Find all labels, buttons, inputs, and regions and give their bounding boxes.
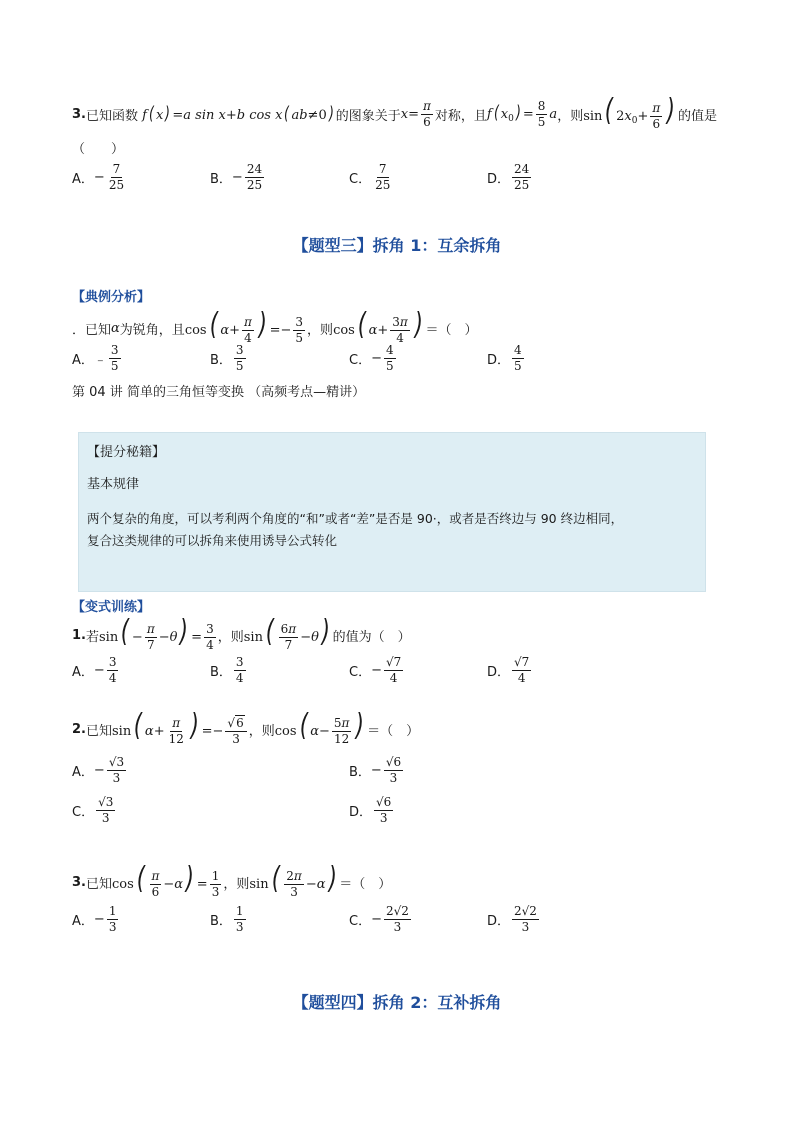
option-numerator: 3	[110, 343, 119, 357]
option-label: C．	[349, 914, 372, 929]
option-label: C．	[349, 172, 372, 187]
option-denominator: 4	[389, 671, 398, 685]
question-number: 2.	[72, 721, 86, 737]
option-numerator: 3	[108, 655, 117, 669]
option-denominator: 25	[514, 178, 530, 192]
given-expression: cos( $\frac{\pi}{6}$ −α) = $\frac{1}{3}$	[112, 861, 220, 899]
q3-top-stem	[72, 93, 718, 132]
option-denominator: 5	[385, 359, 394, 373]
option-sign: ﹣	[93, 353, 107, 368]
option-sign: −	[93, 763, 105, 778]
option-numerator: 24	[246, 162, 263, 176]
question-number: 3.	[72, 106, 86, 122]
option-numerator: 24	[514, 162, 530, 176]
option-numerator: 1	[108, 904, 117, 918]
section-title: 【题型四】拆角 2：互补拆角	[292, 993, 502, 1012]
option-numerator: √3	[98, 795, 114, 809]
option-denominator: 3	[235, 920, 244, 934]
option-denominator: 4	[235, 671, 244, 685]
option-c[interactable]	[349, 655, 405, 686]
option-label: B．	[210, 172, 232, 187]
option-d[interactable]	[487, 655, 533, 686]
option-numerator: √6	[385, 755, 402, 769]
option-sign: −	[371, 912, 382, 927]
option-label: B．	[349, 765, 371, 780]
stem-text: 若	[85, 629, 99, 645]
option-a[interactable]	[72, 904, 120, 935]
option-label: B．	[210, 914, 232, 929]
option-label: D．	[349, 805, 373, 820]
stem-text: ，则	[248, 723, 275, 739]
example-tag: 【典例分析】	[72, 290, 151, 305]
option-numerator: 2√2	[385, 904, 409, 918]
option-d[interactable]	[487, 343, 526, 374]
option-sign: −	[93, 912, 105, 927]
option-denominator: 25	[375, 178, 391, 192]
target-expression: sin( $\frac{6\pi}{7}$ −θ)	[243, 614, 330, 652]
option-a[interactable]	[72, 755, 128, 786]
option-a[interactable]	[72, 655, 120, 686]
option-sign: −	[371, 351, 382, 366]
option-label: D．	[487, 665, 511, 680]
option-c[interactable]	[72, 795, 117, 826]
option-denominator: 5	[514, 359, 522, 373]
option-b[interactable]	[349, 755, 405, 786]
option-numerator: 3	[235, 655, 244, 669]
option-d[interactable]	[487, 162, 533, 193]
option-label: D．	[487, 353, 511, 368]
function-expression: f ( x ) =a sin x+b cos x ( ab≠0 )	[138, 103, 334, 124]
value-expression: f ( $x_0$ ) = $\frac{8}{5}$ a	[486, 99, 558, 129]
option-denominator: 3	[108, 920, 117, 934]
option-denominator: 5	[235, 359, 244, 373]
option-numerator: 4	[514, 343, 522, 357]
tip-line-1: 两个复杂的角度，可以考利两个角度的“和”或者“差”是否是 90·，或者是否终边与 90 终边相同，	[87, 511, 624, 526]
answer-blank: （ ）	[72, 142, 125, 157]
option-b[interactable]	[210, 655, 248, 686]
option-label: C．	[349, 353, 372, 368]
option-label: C．	[349, 665, 372, 680]
practice-q1-stem	[72, 614, 411, 653]
stem-text: 的图象关于	[335, 108, 401, 124]
option-sign: −	[370, 763, 382, 778]
stem-text: 为锐角，且	[119, 322, 185, 338]
option-denominator: 3	[521, 920, 530, 934]
stem-text: ＝（ ）	[339, 876, 392, 892]
option-label: A．	[72, 665, 94, 680]
lecture-heading: 第 04 讲 简单的三角恒等变换 （高频考点—精讲）	[72, 385, 366, 400]
option-numerator: 1	[235, 904, 244, 918]
option-d[interactable]	[349, 795, 395, 826]
option-label: B．	[210, 353, 232, 368]
option-b[interactable]	[210, 162, 266, 193]
option-denominator: 3	[101, 811, 110, 825]
stem-text: 已知	[85, 723, 112, 739]
tip-box	[78, 432, 706, 592]
option-denominator: 4	[517, 671, 526, 685]
target-expression: sin( $\frac{2\pi}{3}$ −α)	[249, 861, 337, 899]
example-stem	[72, 307, 478, 346]
option-a[interactable]	[72, 162, 128, 193]
alpha-symbol: α	[111, 320, 120, 336]
option-denominator: 3	[379, 811, 388, 825]
tip-subtitle: 基本规律	[87, 477, 140, 492]
practice-q2-stem	[72, 708, 420, 747]
option-label: A．	[72, 914, 94, 929]
stem-text: ＝（ ）	[425, 322, 478, 338]
option-label: A．	[72, 765, 94, 780]
question-number: 3.	[72, 874, 86, 890]
option-denominator: 3	[393, 920, 402, 934]
given-expression: cos( α+ $\frac{\pi}{4}$ ) =− $\frac{3}{5}$	[184, 307, 304, 345]
option-numerator: 7	[112, 162, 121, 176]
option-sign: −	[93, 170, 105, 185]
option-denominator: 5	[110, 359, 119, 373]
option-b[interactable]	[210, 343, 248, 374]
option-label: C．	[72, 805, 95, 820]
stem-text: ，则	[557, 108, 584, 124]
option-denominator: 25	[108, 178, 125, 192]
option-c[interactable]	[349, 162, 394, 193]
option-numerator: √7	[385, 655, 402, 669]
stem-text: ．已知	[72, 322, 112, 338]
target-expression: sin( $2x_0+$ $\frac{\pi}{6}$ )	[583, 93, 676, 131]
stem-text: 已知	[85, 876, 112, 892]
option-denominator: 25	[246, 178, 263, 192]
given-expression: sin( − $\frac{\pi}{7}$ −θ) = $\frac{3}{4}$	[99, 614, 214, 652]
option-c[interactable]	[349, 343, 398, 374]
stem-text: ，则	[223, 876, 250, 892]
practice-tag: 【变式训练】	[72, 600, 151, 615]
option-c[interactable]	[349, 904, 413, 935]
option-sign: −	[371, 663, 382, 678]
option-denominator: 3	[389, 771, 398, 785]
option-numerator: √7	[514, 655, 530, 669]
stem-text: 的值是	[678, 108, 718, 124]
tip-line-2: 复合这类规律的可以拆角来使用诱导公式转化	[87, 533, 338, 548]
question-number: 1.	[72, 627, 86, 643]
stem-text: 的值为（ ）	[332, 629, 411, 645]
option-numerator: √3	[108, 755, 125, 769]
practice-q3-stem	[72, 861, 392, 900]
stem-text: ，则	[217, 629, 244, 645]
stem-text: 已知函数	[85, 108, 138, 124]
option-numerator: 2√2	[514, 904, 537, 918]
section-title: 【题型三】拆角 1：互余拆角	[292, 236, 502, 255]
option-numerator: √6	[376, 795, 392, 809]
given-expression: sin( α+ $\frac{\pi}{12}$ ) =− $\frac{√6}{3}$	[112, 711, 249, 747]
stem-text: ，则	[307, 322, 334, 338]
option-a[interactable]	[72, 343, 123, 374]
target-expression: cos( α− $\frac{5\pi}{12}$ )	[274, 708, 365, 746]
option-denominator: 4	[108, 671, 117, 685]
option-label: B．	[210, 665, 232, 680]
option-numerator: 7	[378, 162, 387, 176]
option-sign: −	[231, 170, 243, 185]
option-d[interactable]	[487, 904, 541, 935]
target-expression: cos( α+ $\frac{3\pi}{4}$ )	[333, 307, 423, 345]
option-label: D．	[487, 172, 511, 187]
tip-title: 【提分秘籍】	[87, 445, 166, 460]
option-label: D．	[487, 914, 511, 929]
symmetry-axis-expression: x= $\frac{\pi}{6}$	[400, 98, 431, 129]
option-denominator: 3	[112, 771, 121, 785]
option-numerator: 3	[235, 343, 244, 357]
option-label: A．	[72, 353, 94, 368]
option-label: A．	[72, 172, 94, 187]
option-b[interactable]	[210, 904, 248, 935]
option-numerator: 4	[385, 343, 394, 357]
option-sign: −	[93, 663, 105, 678]
stem-text: 对称，且	[434, 108, 487, 124]
stem-text: ＝（ ）	[367, 723, 420, 739]
